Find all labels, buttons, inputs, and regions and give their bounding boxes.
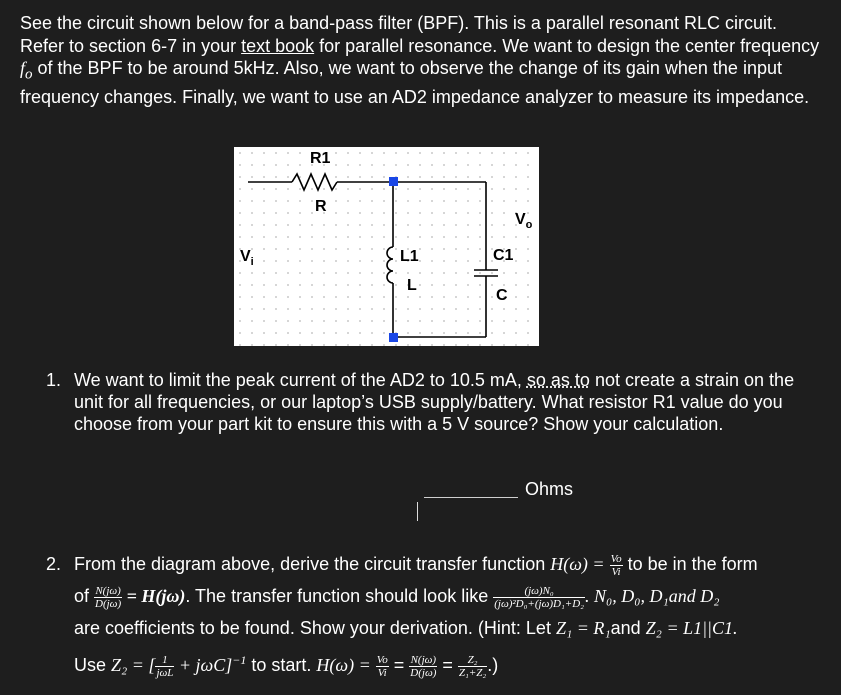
node-bottom xyxy=(389,333,398,342)
intro-text-3: of the BPF to be around 5kHz. Also, we want to observe the change of its gain when the input frequency changes. Finally, we want to use an AD2 impedance analyzer to measure its impedance. xyxy=(20,58,810,108)
r1-answer-blank[interactable] xyxy=(424,497,518,498)
q2-line-3: are coefficients to be found. Show your derivation. (Hint: Let Z₁ = R₁and Z₂ = L1||C1. xyxy=(74,618,738,638)
vout-label: $V_o$ xyxy=(515,211,533,231)
c1-value-label: C xyxy=(496,287,508,304)
c1-name-label: C1 xyxy=(493,247,514,264)
question-2 xyxy=(46,548,834,681)
text-cursor xyxy=(417,502,418,521)
bpf-circuit-diagram xyxy=(234,147,539,346)
q2-line-1: From the diagram above, derive the circuit transfer function H(ω) = $\frac{Vo}{Vi}$ to be in the form xyxy=(74,552,758,578)
vin-label: $V_i$ xyxy=(240,248,254,268)
q2-line-4: Use Z₂ = [ $\frac{1}{\text{jωL}}$ + jωC]$^{-1}$ to start. H(ω) = $\frac{Vo}{Vi}$ = $\frac{N(j\omega)}{D(j\omega)}$ = $\frac{\text{Z₂}}{\text{Z₁+Z₂}}$ .) xyxy=(74,653,499,679)
intro-text-2: for parallel resonance. We want to design the center frequency xyxy=(314,35,820,56)
q1-so-as-to: so as to xyxy=(526,370,590,390)
answer-unit-ohms: Ohms xyxy=(525,479,574,499)
question-1-number: 1. xyxy=(46,370,62,390)
intro-text-1: See the circuit shown below for a band-pass filter (BPF). This is a parallel resonant RLC circuit. Refer to section 6-7 in your xyxy=(20,13,777,56)
problem-intro xyxy=(20,12,825,109)
circuit-wires xyxy=(248,174,498,337)
l1-name-label: L1 xyxy=(400,248,419,265)
q1-text-3: not create a strain on the unit for all frequencies, or our laptop’s USB supply/battery. What resistor R1 value do you choose from your part kit to ensure this with a 5 V source? Show your calculation. xyxy=(74,370,795,434)
text-book-link[interactable]: text book xyxy=(241,35,315,56)
circuit-schematic xyxy=(234,147,539,346)
fo-symbol: $f_o$ xyxy=(20,58,33,83)
q1-text-1: We want to limit the peak current of the AD2 to 10.5 mA, xyxy=(74,370,527,390)
r1-value-label: R xyxy=(315,198,327,215)
node-top xyxy=(389,177,398,186)
inductor-l1-symbol xyxy=(387,247,393,283)
q2-line-2: of $\frac{N(j\omega)}{D(j\omega)}$ = H(jω). The transfer function should look like $\frac{\text{(jω)N₀}}{\text{(jω)²D₀+(jω)D₁+D₂}}$ . N₀, D₀, D₁and D₂ xyxy=(74,584,720,610)
question-1 xyxy=(46,369,824,435)
r1-name-label: R1 xyxy=(310,150,331,167)
resistor-r1-symbol xyxy=(292,174,337,190)
l1-value-label: L xyxy=(407,277,417,294)
question-2-number: 2. xyxy=(46,554,62,574)
